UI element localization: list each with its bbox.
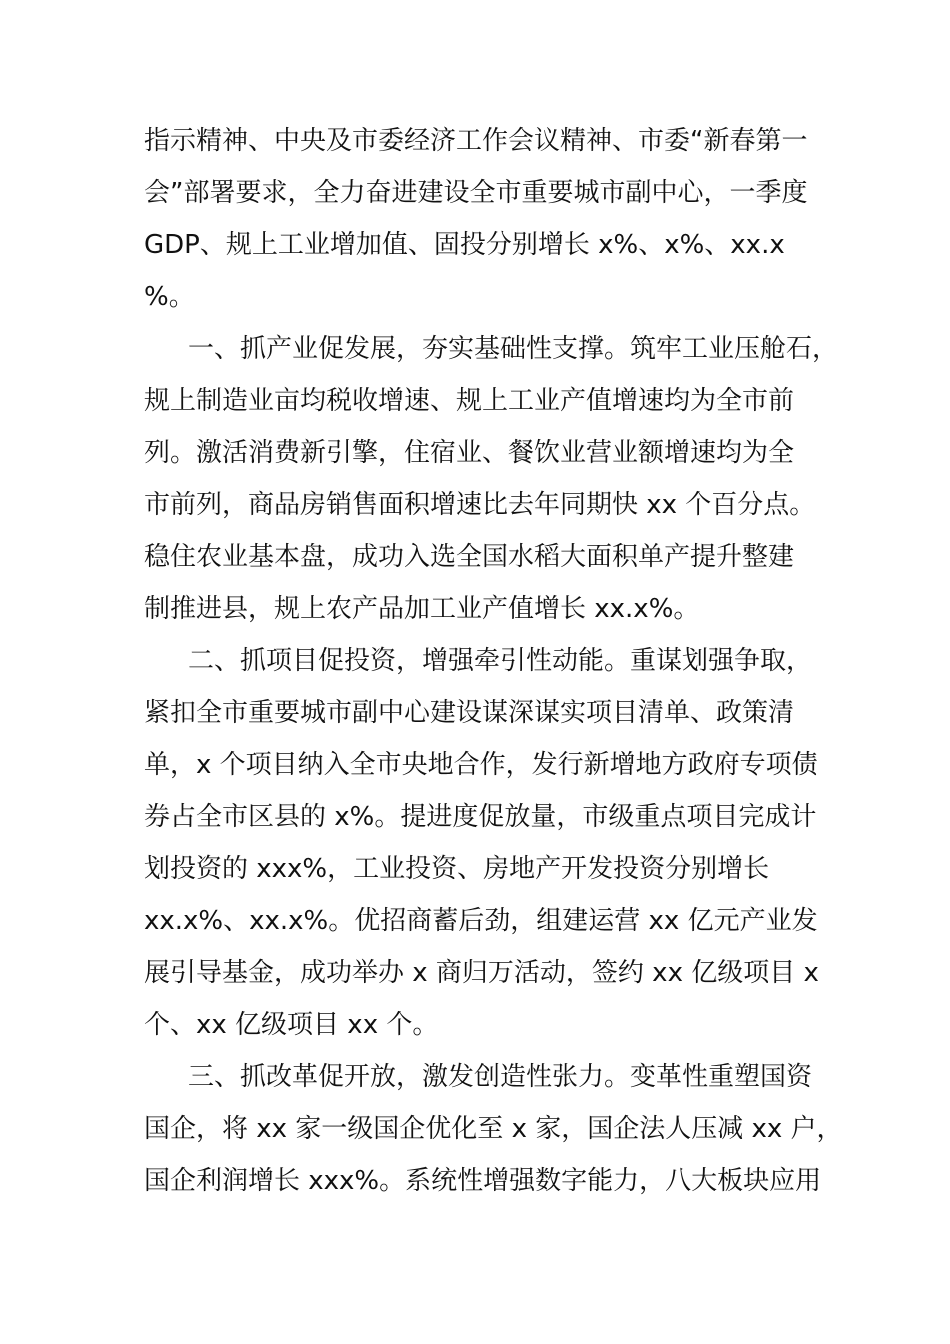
text-line-8: 市前列，商品房销售面积增速比去年同期快 xx 个百分点。 bbox=[144, 490, 816, 520]
text-line-21: 国企利润增长 xxx%。系统性增强数字能力，八大板块应用 bbox=[144, 1166, 822, 1196]
paragraph-2-start: 二、抓项目促投资，增强牵引性动能。重谋划强争取， bbox=[188, 646, 813, 676]
text-line-7: 列。激活消费新引擎，住宿业、餐饮业营业额增速均为全 bbox=[144, 438, 795, 468]
text-line-2: 会”部署要求，全力奋进建设全市重要城市副中心，一季度 bbox=[144, 178, 808, 208]
paragraph-3-start: 三、抓改革促开放，激发创造性张力。变革性重塑国资 bbox=[188, 1062, 813, 1092]
text-line-10: 制推进县，规上农产品加工业产值增长 xx.x%。 bbox=[144, 594, 700, 624]
text-line-4: %。 bbox=[144, 282, 195, 312]
text-line-6: 规上制造业亩均税收增速、规上工业产值增速均为全市前 bbox=[144, 386, 795, 416]
text-line-17: 展引导基金，成功举办 x 商归万活动，签约 xx 亿级项目 x bbox=[144, 958, 819, 988]
text-line-13: 单，x 个项目纳入全市央地合作，发行新增地方政府专项债 bbox=[144, 750, 818, 780]
text-line-1: 指示精神、中央及市委经济工作会议精神、市委“新春第一 bbox=[144, 126, 808, 156]
text-line-15: 划投资的 xxx%，工业投资、房地产开发投资分别增长 bbox=[144, 854, 770, 884]
text-line-14: 券占全市区县的 x%。提进度促放量，市级重点项目完成计 bbox=[144, 802, 817, 832]
text-line-9: 稳住农业基本盘，成功入选全国水稻大面积单产提升整建 bbox=[144, 542, 795, 572]
paragraph-1-start: 一、抓产业促发展，夯实基础性支撑。筑牢工业压舱石， bbox=[188, 334, 839, 364]
text-line-3: GDP、规上工业增加值、固投分别增长 x%、x%、xx.x bbox=[144, 230, 785, 260]
text-line-12: 紧扣全市重要城市副中心建设谋深谋实项目清单、政策清 bbox=[144, 698, 795, 728]
text-line-16: xx.x%、xx.x%。优招商蓄后劲，组建运营 xx 亿元产业发 bbox=[144, 906, 818, 936]
text-line-18: 个、xx 亿级项目 xx 个。 bbox=[144, 1010, 439, 1040]
text-line-20: 国企，将 xx 家一级国企优化至 x 家，国企法人压减 xx 户， bbox=[144, 1114, 843, 1144]
